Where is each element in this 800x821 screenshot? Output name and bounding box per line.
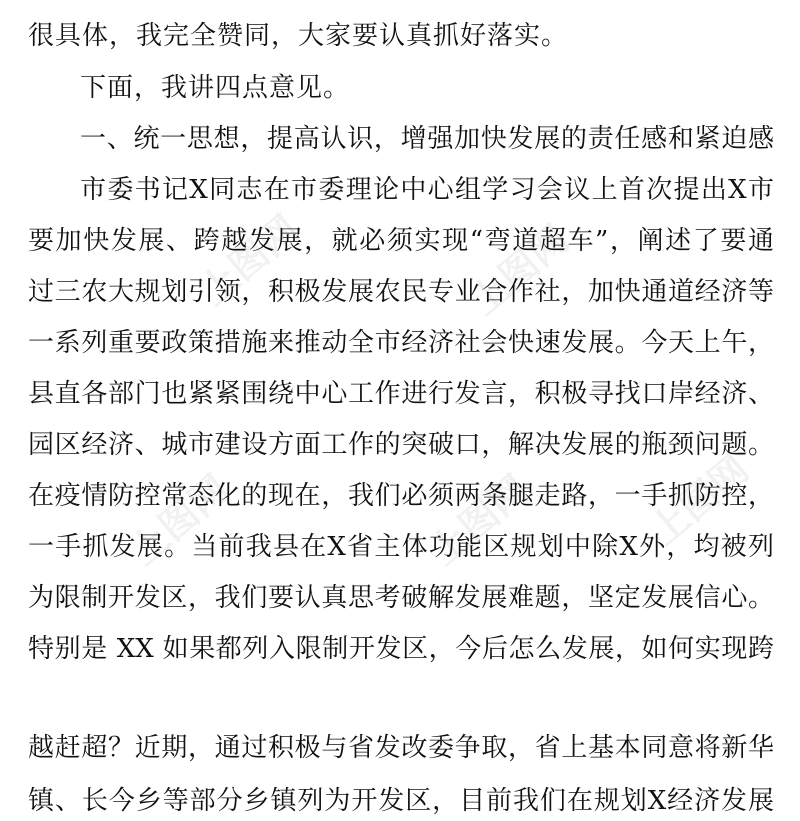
text-line: 很具体，我完全赞同，大家要认真抓好落实。: [28, 21, 569, 51]
text-line: 县直各部门也紧紧围绕中心工作进行发言，积极寻找口岸经济、: [28, 379, 774, 409]
watermark: 上图网: [421, 466, 538, 574]
text-line: 市委书记X同志在市委理论中心组学习会议上首次提出X市: [80, 175, 774, 205]
section-heading: 一、统一思想，提高认识，增强加快发展的责任感和紧迫感: [80, 124, 774, 154]
text-line: 为限制开发区，我们要认真思考破解发展难题，坚定发展信心。: [28, 583, 774, 613]
text-line: 下面，我讲四点意见。: [80, 73, 351, 103]
watermark: 上图网: [641, 446, 758, 554]
text-line: 一手抓发展。当前我县在X省主体功能区规划中除X外，均被列: [28, 532, 774, 562]
text-line: 园区经济、城市建设方面工作的突破口，解决发展的瓶颈问题。: [28, 430, 774, 460]
text-line: 过三农大规划引领，积极发展农民专业合作社，加快通道经济等: [28, 277, 774, 307]
text-line: 要加快发展、跨越发展，就必须实现“弯道超车”，阐述了要通: [28, 226, 774, 256]
watermark: 上图网: [191, 206, 308, 314]
text-line: 特别是 XX 如果都列入限制开发区，今后怎么发展，如何实现跨: [28, 634, 774, 664]
text-line: 在疫情防控常态化的现在，我们必须两条腿走路，一手抓防控，: [28, 481, 774, 511]
watermark: 上图网: [121, 466, 238, 574]
text-line: 镇、长今乡等部分乡镇列为开发区，目前我们在规划X经济发展: [28, 786, 774, 816]
text-line: 越赶超？近期，通过积极与省发改委争取，省上基本同意将新华: [28, 733, 774, 763]
watermark: 上图网: [461, 216, 578, 324]
text-line: 一系列重要政策措施来推动全市经济社会快速发展。今天上午，: [28, 328, 774, 358]
